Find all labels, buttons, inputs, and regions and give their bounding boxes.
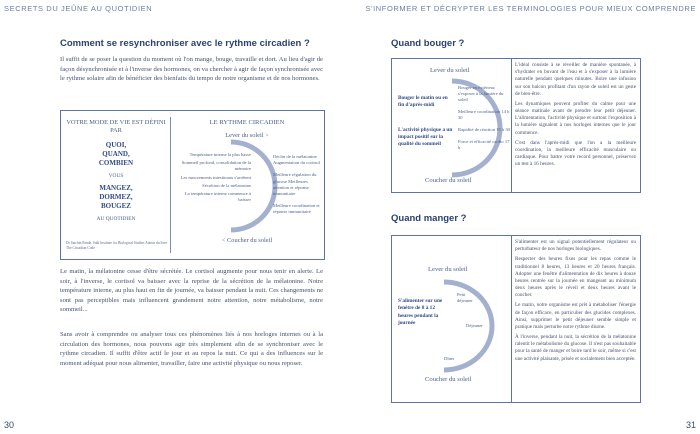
arc-dejeuner: Déjeuner — [466, 323, 483, 328]
manger-title: Quand manger ? — [391, 213, 467, 224]
rythme-right-items — [273, 154, 321, 216]
page-number-right: 31 — [685, 420, 696, 430]
word-au-quotidien: AU QUOTIDIEN — [96, 215, 136, 222]
manger-coucher: Coucher du soleil — [425, 376, 472, 383]
bouger-item-4: Force et efficacité cardio 17 h — [458, 139, 510, 151]
word-combien: COMBIEN — [98, 159, 134, 168]
bouger-lever: Lever du soleil — [430, 67, 470, 74]
arc-diner: Dîner — [444, 356, 455, 361]
rythme-left-5: La température interne commence à baisser — [184, 190, 251, 203]
arc-petit-dejeuner: Petit déjeuner — [457, 292, 473, 304]
bouger-item-1: Bouger en extérieur, s'exposer à la lumière du soleil — [458, 85, 504, 103]
bouger-text — [515, 62, 636, 171]
rythme-right-1: Déclin de la mélatonine Augmentation du cortisol — [273, 154, 320, 166]
left-para3: Sans avoir à comprendre ou analyser tous ces phénomènes liés à nos horloges internes ou à la circulation des hormones, nous pouvons agir très simplement afin de se synchroniser avec le rythme circadien. Il suffit d'être actif le jour et au repos la nuit. Ce qui a des influences sur le moment adéquat pour nous alimenter, travailler, faire une activité physique ou nous reposer. — [60, 331, 323, 367]
manger-lever: Lever du soleil — [428, 266, 468, 273]
rythme-title: LE RYTHME CIRCADIEN — [209, 119, 285, 126]
left-para2: Le matin, la mélatonine cesse d'être sécrétée. Le cortisol augmente pour nous tenir en alerte. Le soir, à l'inverse, le cortisol va baisser avec la reprise de la sécrétion de la mélatonine. Notre température interne, au plus haut en fin de journée, va baisser pendant la nuit. Ces changements ne sont pas perceptibles mais influencent grandement notre attention, notre métabolisme, notre sommeil... — [60, 268, 323, 314]
manger-divider — [511, 236, 512, 402]
word-quand: QUAND, — [102, 150, 130, 159]
manger-text — [515, 239, 636, 366]
bouger-box — [391, 58, 641, 193]
bouger-item-3: Rapidité de réaction 15 h 30 — [458, 126, 510, 132]
rythme-right-2: Meilleure régulation du glucose Meilleures attention et réponse immunitaire — [273, 172, 317, 196]
mode-title: VOTRE MODE DE VIE EST DÉFINI PAR — [66, 119, 166, 134]
page-number-left: 30 — [4, 420, 15, 430]
bouger-text-2: Les dynamiques peuvent profiter du calme pour une séance matinale avant de prendre leur petit déjeuner. L'alimentation, l'activité physique et surtout l'exposition à la lumière signalent à nos horloges internes que le jour commence. — [515, 100, 636, 136]
rythme-left-2: Sommeil profond, consolidation de la mémoire — [181, 160, 251, 172]
divider — [170, 117, 171, 253]
bouger-item-2: Meilleure coordination 14 h 30 — [458, 108, 510, 120]
manger-text-3: Le matin, notre organisme est prêt à métaboliser l'énergie de façon efficace, en particulier des glucides complexes. Ainsi, supprimer le petit déjeuner semble simple et pratique mais perturbe notre rythme diurne. — [515, 302, 636, 330]
word-mangez: MANGEZ, — [99, 184, 133, 193]
manger-text-2: Respecter des heures fixes pour les repas comme le traditionnel 8 heures, 13 heures et 20 heures français. Adopter une fenêtre d'alimentation de dix heures à douze heures centrée sur la journée en mangeant au minimum deux heures après le réveil et deux heures avant le coucher. — [515, 256, 636, 299]
rythme-left-1: Température interne la plus basse — [189, 152, 251, 157]
rythme-coucher: < Coucher du soleil — [221, 237, 273, 244]
bouger-text-1: L'idéal consiste à se réveiller de manière spontanée, à s'hydrater en buvant de l'eau et à s'exposer à la lumière naturelle pendant quelques minutes. Boire une infusion sur son balcon profitant d'un rayon de soleil est un geste de bien-être. — [515, 62, 636, 97]
rythme-lever: Lever du soleil > — [225, 132, 269, 139]
rythme-left-items — [179, 152, 251, 203]
bouger-left-label: Bouger le matin ou en fin d'après-midi — [398, 95, 448, 109]
left-title: Comment se resynchroniser avec le rythme circadien ? — [60, 38, 310, 49]
bouger-divider — [511, 59, 512, 192]
header-right: S'INFORMER ET DÉCRYPTER LES TERMINOLOGIES POUR MIEUX COMPRENDRE — [365, 4, 696, 13]
manger-text-1: S'alimenter est un signal potentiellement régulateur ou perturbateur de nos horloges biologiques. — [515, 239, 636, 253]
manger-box — [391, 235, 641, 403]
bouger-title: Quand bouger ? — [391, 38, 465, 49]
word-dormez: DORMEZ, — [99, 193, 133, 202]
word-quoi: QUOI, — [105, 141, 127, 149]
word-bougez: BOUGEZ — [101, 202, 131, 211]
circadian-diagram — [60, 110, 325, 260]
bouger-text-3: C'est dans l'après-midi que l'on a la meilleure coordination, la meilleure efficacité musculaire ou cardiaque. Pour battre votre record personnel, préservez un test à 16 heures. — [515, 139, 636, 168]
left-intro: Il suffit de se poser la question du moment où l'on mange, bouge, travaille et dort. Au lieu d'agir de façon désynchronisée et à l'inverse des hormones, on va chercher à agir de façon synchronisée avec le rythme solaire afin de bénéficier des bienfaits du tempo de notre organisme et de nos hormones. — [60, 56, 323, 83]
bouger-right-items — [458, 85, 510, 152]
rythme-right-3: Meilleure coordination et réponse immunitaire — [273, 203, 320, 215]
mode-de-vie — [66, 119, 166, 222]
manger-text-4: À l'inverse, pendant la nuit, la sécrétion de la mélatonine ralentit le métabolisme du glucose. Il n'est pas souhaitable pour la santé de manger et boire tard le soir, même si c'est une activité plaisante, prisée et socialement bien acceptée. — [515, 334, 636, 362]
bouger-left-sub: L'activité physique a un impact positif sur la qualité du sommeil — [398, 127, 453, 148]
credit: Dr Satchin Panda, Salk Institute for Biological Studies Auteur du livre The Circadian Code — [66, 241, 168, 250]
rythme-left-3: Les mouvements intestinaux s'arrêtent — [180, 174, 251, 180]
bouger-coucher: Coucher du soleil — [425, 177, 472, 184]
manger-left-label: S'alimenter sur une fenêtre de 8 à 12 heures pendant la journée — [398, 298, 443, 327]
rythme-left-4: Sécrétion de la mélatonine — [202, 182, 251, 188]
header-left: SECRETS DU JEÛNE AU QUOTIDIEN — [4, 4, 153, 13]
word-vous: VOUS — [108, 173, 124, 180]
